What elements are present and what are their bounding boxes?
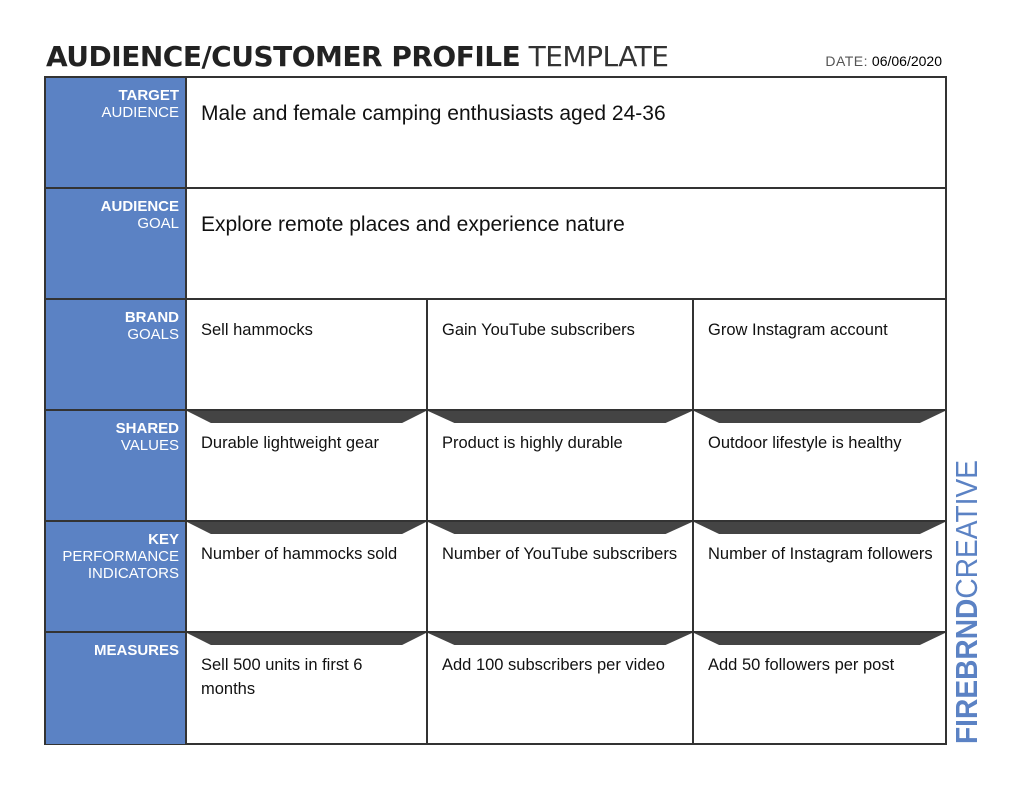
brand-bold: FIREBRND [949, 583, 984, 744]
row-key-performance-indicators [46, 522, 945, 633]
profile-grid [44, 76, 947, 745]
row-label [46, 78, 187, 187]
shared-value-cell-3[interactable] [694, 411, 945, 520]
audience-goal-text: Explore remote places and experience nature [201, 213, 625, 236]
row-label-bold: KEY [148, 531, 179, 548]
row-label-bold: TARGET [118, 87, 179, 104]
down-arrow-icon [694, 633, 945, 645]
down-arrow-icon [187, 411, 426, 423]
cell-text: Sell hammocks [201, 321, 313, 339]
firebrnd-creative-logo [948, 458, 984, 746]
title-light: TEMPLATE [528, 40, 669, 73]
down-arrow-icon [694, 411, 945, 423]
date-value: 06/06/2020 [871, 53, 942, 69]
measure-cell-3[interactable] [694, 633, 945, 744]
cell-text: Gain YouTube subscribers [442, 321, 635, 339]
down-arrow-icon [694, 522, 945, 534]
row-label-bold: AUDIENCE [100, 198, 179, 215]
cell-text: Number of YouTube subscribers [442, 545, 678, 563]
row-shared-values [46, 411, 945, 522]
date-label: DATE: [825, 53, 869, 69]
row-target-audience [46, 78, 945, 189]
cell-text: Number of Instagram followers [708, 545, 933, 563]
row-brand-goals [46, 300, 945, 411]
cell-text: Add 100 subscribers per video [442, 656, 665, 674]
row-label-normal: GOALS [127, 326, 179, 343]
brand-goal-cell-3[interactable] [694, 300, 945, 409]
page-title [46, 40, 668, 74]
cell-text: Durable lightweight gear [201, 434, 379, 452]
kpi-cell-3[interactable] [694, 522, 945, 631]
down-arrow-icon [187, 633, 426, 645]
date-field [825, 53, 942, 69]
kpi-cell-1[interactable] [187, 522, 428, 631]
target-audience-text: Male and female camping enthusiasts aged 24-36 [201, 102, 666, 125]
cell-text: Outdoor lifestyle is healthy [708, 434, 902, 452]
title-bold: AUDIENCE/CUSTOMER PROFILE [46, 40, 521, 73]
row-label-normal: AUDIENCE [101, 104, 179, 121]
kpi-cell-2[interactable] [428, 522, 694, 631]
cell-text: Sell 500 units in first 6 months [201, 656, 363, 698]
row-label [46, 633, 187, 744]
row-label-normal-2: INDICATORS [87, 565, 179, 582]
shared-value-cell-1[interactable] [187, 411, 428, 520]
row-audience-goal [46, 189, 945, 300]
cell-text: Add 50 followers per post [708, 656, 895, 674]
row-label-bold: BRAND [124, 309, 179, 326]
audience-goal-cell[interactable] [187, 189, 945, 298]
row-measures [46, 633, 945, 744]
row-label-bold: MEASURES [93, 642, 179, 659]
row-label-normal: GOAL [137, 215, 179, 232]
down-arrow-icon [428, 411, 692, 423]
row-label-normal: PERFORMANCE [62, 548, 179, 565]
shared-value-cell-2[interactable] [428, 411, 694, 520]
brand-light: CREATIVE [949, 458, 984, 599]
row-label-normal: VALUES [120, 437, 179, 454]
row-label [46, 189, 187, 298]
target-audience-cell[interactable] [187, 78, 945, 187]
measure-cell-2[interactable] [428, 633, 694, 744]
cell-text: Number of hammocks sold [201, 545, 398, 563]
row-label [46, 300, 187, 409]
measure-cell-1[interactable] [187, 633, 428, 744]
row-label [46, 522, 187, 631]
down-arrow-icon [428, 522, 692, 534]
svg-text:FIREBRNDCREATIVE [949, 460, 984, 744]
brand-goal-cell-2[interactable] [428, 300, 694, 409]
down-arrow-icon [187, 522, 426, 534]
cell-text: Grow Instagram account [708, 321, 888, 339]
brand-goal-cell-1[interactable] [187, 300, 428, 409]
cell-text: Product is highly durable [442, 434, 623, 452]
row-label-bold: SHARED [115, 420, 179, 437]
down-arrow-icon [428, 633, 692, 645]
row-label [46, 411, 187, 520]
